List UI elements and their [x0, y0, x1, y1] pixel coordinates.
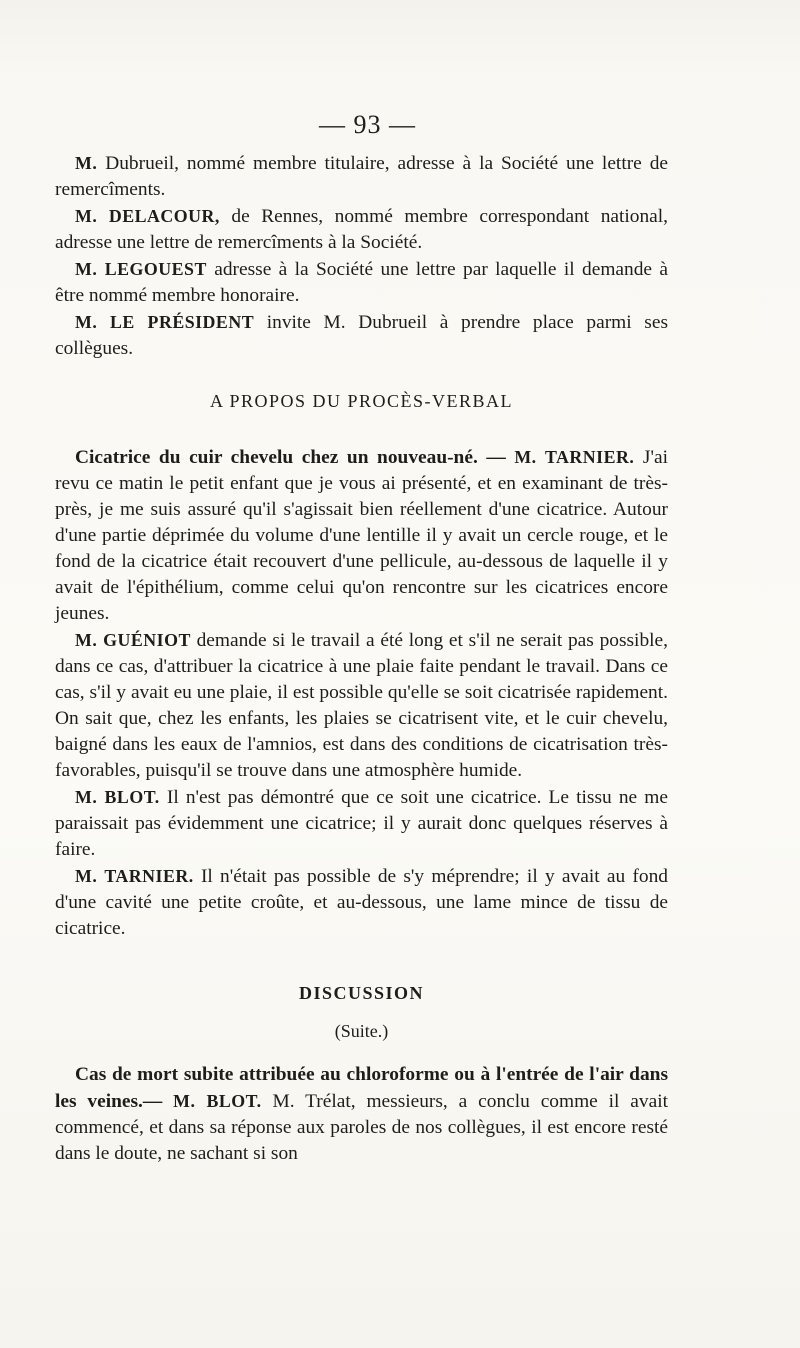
speaker-name: M. GUÉNIOT	[75, 630, 191, 650]
paragraph	[55, 784, 668, 863]
speaker-name: M.	[75, 153, 98, 173]
paragraph	[55, 203, 668, 256]
article-title: Cas de mort subite attribuée au chloroforme ou à l'entrée de l'air dans les veines.—	[55, 1064, 668, 1112]
paragraph-text: adresse à la Société une lettre par laquelle il demande à être nommé membre honoraire.	[55, 259, 668, 306]
paragraph-text: J'ai revu ce matin le petit enfant que je vous ai présenté, et en examinant de très-près, je me suis assuré qu'il s'agissait bien réellement d'une cicatrice. Autour d'une partie déprimée du volume d'une lentille il y avait un cercle rouge, et le fond de la cicatrice était recouvert d'une pellicule, au-dessous de laquelle il y avait de l'épithélium, comme celui qu'on rencontre sur les cicatrices encore jeunes.	[55, 447, 668, 624]
paragraph-text: invite M. Dubrueil à prendre place parmi ses collègues.	[55, 312, 668, 359]
speaker-name: M. BLOT.	[75, 787, 160, 807]
speaker-name: M. LE PRÉSIDENT	[75, 312, 255, 332]
section-subheading: (Suite.)	[334, 1021, 389, 1041]
paragraph	[55, 863, 668, 942]
speaker-name: M. TARNIER.	[514, 447, 635, 467]
paragraph	[55, 256, 668, 309]
speaker-name: M. LEGOUEST	[75, 259, 207, 279]
paragraph-text: Il n'est pas démontré que ce soit une cicatrice. Le tissu ne me paraissait pas évidemment une cicatrice; il y aurait donc quelques réserves à faire.	[55, 787, 668, 860]
speaker-name: M. DELACOUR,	[75, 206, 220, 226]
article-title: Cicatrice du cuir chevelu chez un nouveau-né. —	[75, 447, 506, 468]
paragraph	[55, 444, 668, 627]
page-number: — 93 —	[319, 110, 416, 139]
paragraph	[55, 627, 668, 784]
section-heading-discussion: DISCUSSION	[298, 983, 425, 1003]
section-heading-proces-verbal: A PROPOS DU PROCÈS-VERBAL	[209, 391, 514, 411]
paragraph-text: Dubrueil, nommé membre titulaire, adresse à la Société une lettre de remercîments.	[55, 153, 668, 200]
paragraph-text: de Rennes, nommé membre correspondant national, adresse une lettre de remercîments à la Société.	[55, 206, 668, 253]
paragraph	[55, 1062, 668, 1167]
paragraph-text: M. Trélat, messieurs, a conclu comme il avait commencé, et dans sa réponse aux paroles de nos collègues, il est encore resté dans le doute, ne sachant si son	[55, 1091, 668, 1164]
page-body	[55, 150, 668, 1167]
paragraph-text: Il n'était pas possible de s'y méprendre; il y avait au fond d'une cavité une petite croûte, et au-dessous, une lame mince de tissu de cicatrice.	[55, 866, 668, 939]
paragraph	[55, 309, 668, 362]
paragraph	[55, 150, 668, 203]
speaker-name: M. TARNIER.	[75, 866, 194, 886]
paragraph-text: demande si le travail a été long et s'il ne serait pas possible, dans ce cas, d'attribuer la cicatrice à une plaie faite pendant le travail. Dans ce cas, s'il y avait eu une plaie, il est possible qu'elle se soit cicatrisée rapidement. On sait que, chez les enfants, les plaies se cicatrisent vite, et le cuir chevelu, baigné dans les eaux de l'amnios, est dans des conditions de cicatrisation très-favorables, puisqu'il se trouve dans une atmosphère humide.	[55, 630, 668, 781]
speaker-name: M. BLOT.	[173, 1091, 262, 1111]
